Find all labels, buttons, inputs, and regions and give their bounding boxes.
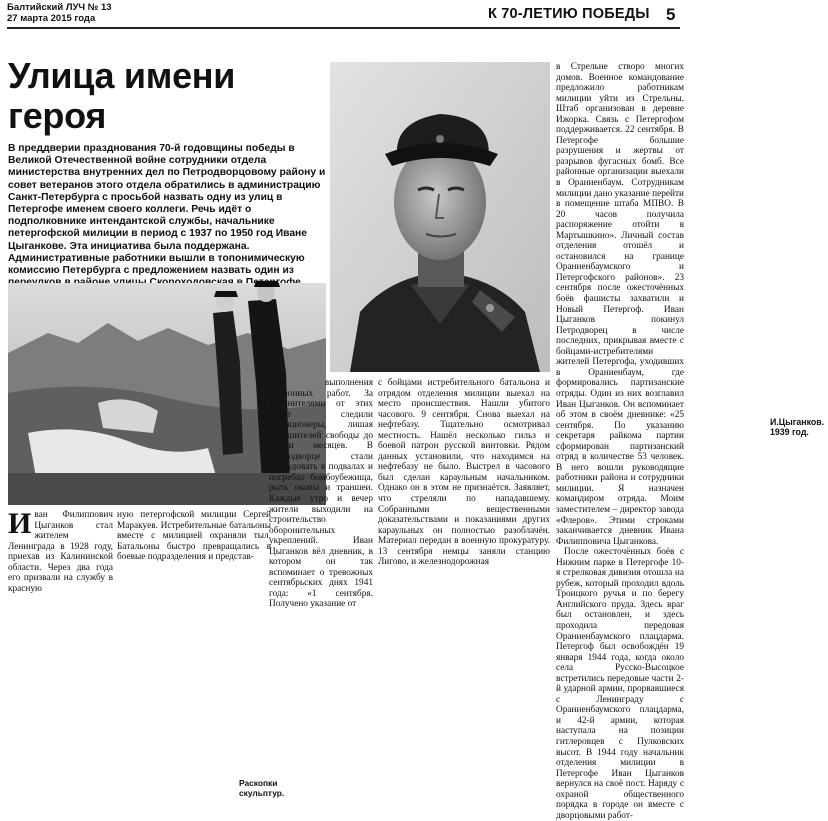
body-column-2 — [117, 510, 271, 563]
masthead-paper-info — [7, 2, 112, 24]
portrait-caption: И.Цыганков. 1939 год. — [766, 416, 828, 438]
article-title — [8, 56, 235, 136]
issue-date: 27 марта 2015 года — [7, 13, 96, 24]
body-column-5-paragraph-2: После ожесточённых боёв с Нижним парке в Петергофе 10-я стрелковая дивизия отошла на рубеж, который проходил вдоль Троицкого ручья и по берегу Английского пруда. Здесь враг был остановлен, и здесь проходила передовая Ораниенбаумского плацдарма. Петергоф был освобождён 19 января 1944 года, когда около села Русско-Высоцкое встретились передовые части 2-й ударной армии, прорвавшиеся с Ленинграду с Ораниенбаумского плацдарма, и 42-й армии, которая наступала на позиции гитлеровцев с Пулковских высот. В 1944 году начальник отделения милиции в Петергофе Иван Цыганков вернулся на своё пост. Наряду с охраной общественного порядка в городе он вместе с дворцовыми работ- — [556, 547, 684, 821]
body-column-1-text: ван Филиппович Цыганков стал жителем Ленинграда в 1928 году, приехав из Калининской области. Через два года его призвали на службу в красную — [8, 510, 113, 594]
header-rule — [7, 27, 680, 29]
article-lead: В преддверии празднования 70-й годовщины победы в Великой Отечественной войне сотрудники отдела министерства внутренних дел по Петродворцовому району и совет ветеранов этого отдела обратились в администрацию Санкт-Петербурга с просьбой назвать одну из улиц в Петергофе именем своего коллеги. Речь идёт о подполковнике интендантской службы, начальнике петергофской милиции в период с 1937 по 1950 год Иване Цыганкове. Эта инициатива была поддержана. Административные работники вышли в топонимическую комиссию Петербурга с предложением назвать один из — [8, 143, 326, 277]
portrait-illustration — [330, 62, 550, 372]
body-column-1-paragraph — [8, 507, 113, 594]
section-title: К 70-ЛЕТИЮ ПОБЕДЫ — [488, 6, 650, 22]
drop-cap: И — [8, 507, 32, 540]
body-column-3-paragraph: для выполнения оборонных работ. За уклонителями от этих работ следили милиционеры, лишая нарушителей свободы до шести месяцев. В Петродворце стали оборудовать в подвалах и погребах бомбоубежища, рыть окопы и траншеи. Каждые утро и вечер жители выходили на строительство оборонительных укреплений. Иван Цыганков вёл дневник, в котором он так вспоминает о тревожных сентябрьских днях 1941 года: «1 сентября. Получено указание от — [269, 378, 373, 610]
body-column-5-paragraph-1: в Стрельне створо многих домов. Военное командование предложило работникам милиции уйти из Стрельны. Штаб организован в деревне Ижорка. Связь с Петергофом поддерживается. 22 сентября. В Петергофе большие разрушения и жертвы от разрывов фугасных бомб. Все районные организации выехали в Ораниенбаум. Сотрудникам милиции дано указание перейти в помещение штаба МПВО. В 20 часов получила распоряжение отойти в Мартышкино». Личный состав отделения отошёл и остановился на границе Ораниенбаумского и Петергофского районов». 23 сентября после ожесточённых боёв фашисты захватили и Новый Петергоф. Иван Цыганков покинул Петродворец в числе последних, прикрывая вместе с бойцами-истребителями жителей Петергофа, уходивших в Ораниенбаум, где формировались партизанские отряды. Один из них возглавил Иван Цыганков. Он вспоминает об этом в своём дневнике: «25 сентября. По указанию секретаря райкома партии сформирован партизанский отряд в количестве 53 человек. В него вошли руководящие работники района и сотрудники милиции. Я назначен командиром отряда. Моим заместителем – директор завода «Флеров». Этими строками заканчивается дневник Ивана Филипповича Цыганкова. — [556, 62, 684, 547]
page-number: 5 — [666, 5, 676, 24]
body-column-4-paragraph: с бойцами истребительного батальона и отрядом отделения милиции выехал на место происшествия. Нашли убитого часового. 9 сентября. Снова выехал на нефтебазу. Тщательно осмотривал местность. Нашёл несколько гильз и боевой патрон русской винтовки. Рядом данных установили, что находимся на нефтебазу не было. Выстрел в часового был сделан караульным начальником. Однако он в этом не признаётся. Заявляет, что стреляли по нападавшему. Собранными вещественными доказательствами и показаниями других караульных он полностью разоблачён. Материал передан в военную прокуратуру. 13 сентября немцы заняли станцию Лигово, и железнодорожная — [378, 378, 550, 568]
article-title-line1: Улица имени — [8, 55, 236, 96]
body-column-3 — [269, 378, 373, 610]
body-column-2-paragraph: ную петергофской милиции Сергей Маракуев. Истребительные батальоны вместе с милицией охраняли тыл. Батальоны быстро превращались в боевые подразделения и представ- — [117, 510, 271, 563]
body-column-1 — [8, 507, 113, 594]
article-title-line2: героя — [8, 95, 107, 136]
excavation-caption: Раскопки скульптур. — [236, 777, 326, 799]
body-column-4 — [378, 378, 550, 568]
paper-issue: Балтийский ЛУЧ № 13 — [7, 2, 112, 13]
body-column-5 — [556, 62, 684, 821]
